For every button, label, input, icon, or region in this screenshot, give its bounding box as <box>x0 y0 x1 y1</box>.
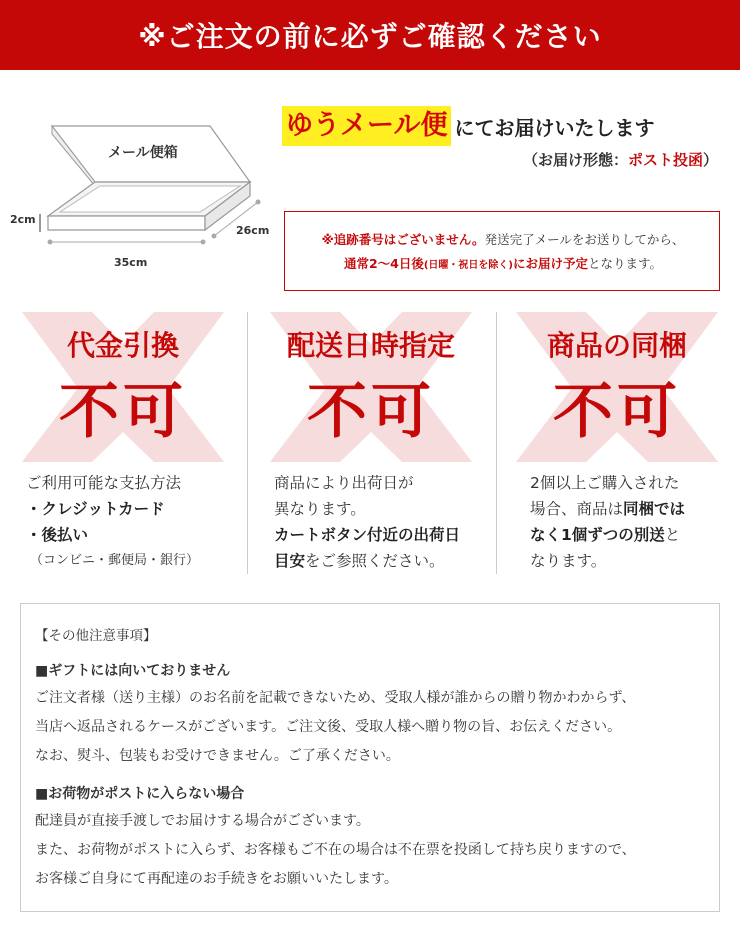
note-line: 当店へ返品されるケースがございます。ご注文後、受取人様へ贈り物の旨、お伝えください。 <box>35 719 622 735</box>
notice-line2-rest: となります。 <box>588 256 663 271</box>
text-line: ・後払い <box>26 526 89 544</box>
badge-title: 商品の同梱 <box>546 329 687 362</box>
note-line: ご注文者様（送り主様）のお名前を記載できないため、受取人様が誰からの贈り物かわからず、 <box>35 690 636 706</box>
note-line: 配達員が直接手渡しでお届けする場合がございます。 <box>35 813 370 829</box>
column-text <box>0 462 246 574</box>
header-title: ※ご注文の前に必ずご確認ください <box>138 20 602 53</box>
dim-width: 35cm <box>114 256 148 269</box>
notice-line2-small: (日曜・祝日を除く) <box>423 260 513 271</box>
dim-depth: 26cm <box>236 224 270 237</box>
badge-status: 不可 <box>553 377 681 447</box>
text-line: なります。 <box>530 552 607 570</box>
column-cod <box>0 312 246 574</box>
note-line: なお、熨斗、包装もお受けできません。ご了承ください。 <box>35 748 400 764</box>
note-line: また、お荷物がポストに入らず、お客様もご不在の場合は不在票を投函して持ち戻りますので、 <box>35 842 636 858</box>
method-highlight: ゆうメール便 <box>282 106 451 146</box>
column-bundling <box>494 312 740 574</box>
text-line: をご参照ください。 <box>305 552 445 570</box>
badge-cod <box>0 312 246 462</box>
text-line: ご利用可能な支払方法 <box>26 474 182 492</box>
text-line: ・クレジットカード <box>26 500 165 518</box>
note-section-gift <box>35 660 705 771</box>
other-heading: 【その他注意事項】 <box>35 628 157 644</box>
text-line: 同梱では <box>623 500 686 518</box>
notice-line-1 <box>293 228 713 252</box>
badge-status: 不可 <box>307 377 435 447</box>
note-line: お客様ご自身にて再配達のお手続きをお願いいたします。 <box>35 871 398 887</box>
notice-line-2 <box>293 252 713 278</box>
text-line: 2個以上ご購入された <box>530 474 680 492</box>
notice-line1-rest: 発送完了メールをお送りしてから、 <box>484 232 685 247</box>
delivery-form-suffix: ） <box>702 151 718 169</box>
page-header <box>0 0 740 70</box>
delivery-form <box>523 149 718 170</box>
text-line: （コンビニ・郵便局・銀行） <box>30 553 200 568</box>
column-delivery-date <box>248 312 494 574</box>
column-text <box>494 462 740 574</box>
badge-delivery-date <box>248 312 494 462</box>
text-line: 商品により出荷日が <box>274 474 414 492</box>
text-line: カートボタン付近の出荷日 <box>274 526 461 544</box>
note-section-mailbox <box>35 783 705 894</box>
text-line: と <box>664 526 681 544</box>
shipping-method <box>282 106 654 146</box>
dim-height: 2cm <box>10 213 36 226</box>
notice-line1-red: ※追跡番号はございません。 <box>321 232 485 247</box>
other-notes-box <box>20 603 720 912</box>
badge-title: 配送日時指定 <box>286 329 455 362</box>
text-line: なく1個ずつの別送 <box>530 526 665 544</box>
mail-box-illustration <box>0 120 280 280</box>
notice-line2-red: 通常2〜4日後 <box>343 256 424 271</box>
text-line: 目安 <box>274 552 306 570</box>
delivery-form-value: ポスト投函 <box>627 151 703 169</box>
column-text <box>248 462 494 574</box>
badge-status: 不可 <box>59 377 187 447</box>
method-rest: にてお届けいたします <box>454 115 655 140</box>
box-label: メール便箱 <box>108 145 178 161</box>
section-title: ■ギフトには向いておりません <box>35 663 231 679</box>
delivery-form-prefix: （お届け形態： <box>522 151 628 169</box>
badge-title: 代金引換 <box>66 329 179 362</box>
section-title: ■お荷物がポストに入らない場合 <box>35 786 245 802</box>
text-line: 異なります。 <box>274 500 366 518</box>
badge-bundling <box>494 312 740 462</box>
notice-line2-red2: にお届け予定 <box>513 256 589 271</box>
tracking-notice <box>284 211 720 291</box>
text-line: 場合、商品は <box>530 500 624 518</box>
